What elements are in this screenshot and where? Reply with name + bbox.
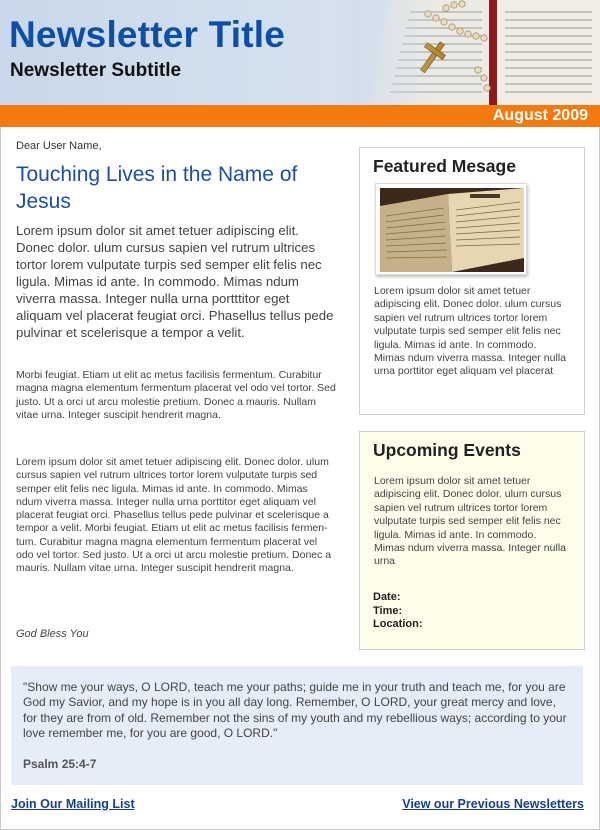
event-location-label: Location: [373, 618, 423, 630]
featured-text: Lorem ipsum dolor sit amet tetuer adipiscing elit. Donec dolor. ulum cursus sapien vel rutrum ultrices tortor lorem vulputate turpis sed semper elit felis nec ligula. Mimas id ante. In commodo. Mimas ndum viverra massa. Integer nulla urna porttitor eget aliquam vel placerat [374, 285, 566, 378]
event-date-label: Date: [373, 591, 401, 603]
open-bible-photo [375, 183, 527, 275]
greeting: Dear User Name, [16, 140, 102, 152]
event-details [373, 591, 423, 632]
lead-paragraph: Lorem ipsum dolor sit amet tetuer adipiscing elit. Donec dolor. ulum cursus sapien vel rutrum ultrices tortor lorem vulputate turpis sed semper elit felis nec ligula. Mimas id ante. In commodo. Mimas ndum viverra massa. Integer nulla urna portttitor eget aliquam vel placerat feugiat orci. Phasellus tellus pede pulvinar et scelerisque a tempor a velit. [16, 223, 334, 340]
join-mailing-list-link[interactable]: Join Our Mailing List [11, 797, 135, 811]
newsletter-subtitle: Newsletter Subtitle [10, 60, 182, 81]
scripture-quote-box [11, 666, 583, 785]
newsletter-title: Newsletter Title [9, 14, 286, 55]
scripture-reference: Psalm 25:4-7 [23, 757, 97, 771]
bible-rosary-photo [350, 0, 600, 105]
open-bible-image [380, 188, 524, 272]
previous-newsletters-link[interactable]: View our Previous Newsletters [402, 797, 584, 811]
article-heading: Touching Lives in the Name of Jesus [16, 163, 298, 213]
events-heading: Upcoming Events [373, 440, 521, 460]
events-text: Lorem ipsum dolor sit amet tetuer adipiscing elit. Donec dolor. ulum cursus sapien vel rutrum ultrices tortor lorem vulputate turpis sed semper elit felis nec ligula. Mimas id ante. In commodo. Mimas ndum viverra massa. Integer nulla urna [374, 475, 566, 568]
issue-date: August 2009 [492, 107, 588, 124]
featured-message-box [359, 147, 585, 415]
upcoming-events-box [359, 431, 585, 650]
scripture-quote: "Show me your ways, O LORD, teach me your paths; guide me in your truth and teach me, for you are God my Savior, and my hope is in you all day long. Remember, O LORD, your great mercy and love, for they are from of old. Remember not the sins of my youth and my rebellious ways; according to your love remember me, for you are good, O LORD." [23, 680, 567, 740]
newsletter-header [0, 0, 600, 105]
body-paragraph: Lorem ipsum dolor sit amet tetuer adipiscing elit. Donec dolor. ulum cursus sapien vel rutrum ultrices tortor lorem vulputate turpis sed semper elit felis nec ligula. Mimas id ante. In commodo. Mimas ndum viverra massa. Integer nulla urna porttitor eget aliquam vel placerat feugiat orci. Phasellus tellus pede pulvinar et scelerisque a tempor a velit. Morbi feugiat. Etiam ut elit ac metus facilisis fermen-tum. Curabitur magna magna elementum fermentum placerat vel odo vel tortor. Sed justo. Ut a orci ut arcu molestie pretium. Donec a mauris. Nullam vitae urna. Integer suscipit hendrerit magna. [16, 456, 332, 575]
body-paragraph: Morbi feugiat. Etiam ut elit ac metus facilisis fermentum. Curabitur magna magna elementum fermentum placerat vel odo vel tortor. Sed justo. Ut a orci ut arcu molestie pretium. Donec a mauris. Nullam vitae urna. Integer suscipit hendrerit magna. [16, 369, 336, 421]
event-time-label: Time: [373, 604, 403, 617]
signoff: God Bless You [16, 628, 89, 640]
featured-heading: Featured Mesage [373, 156, 516, 176]
date-bar [0, 105, 600, 127]
